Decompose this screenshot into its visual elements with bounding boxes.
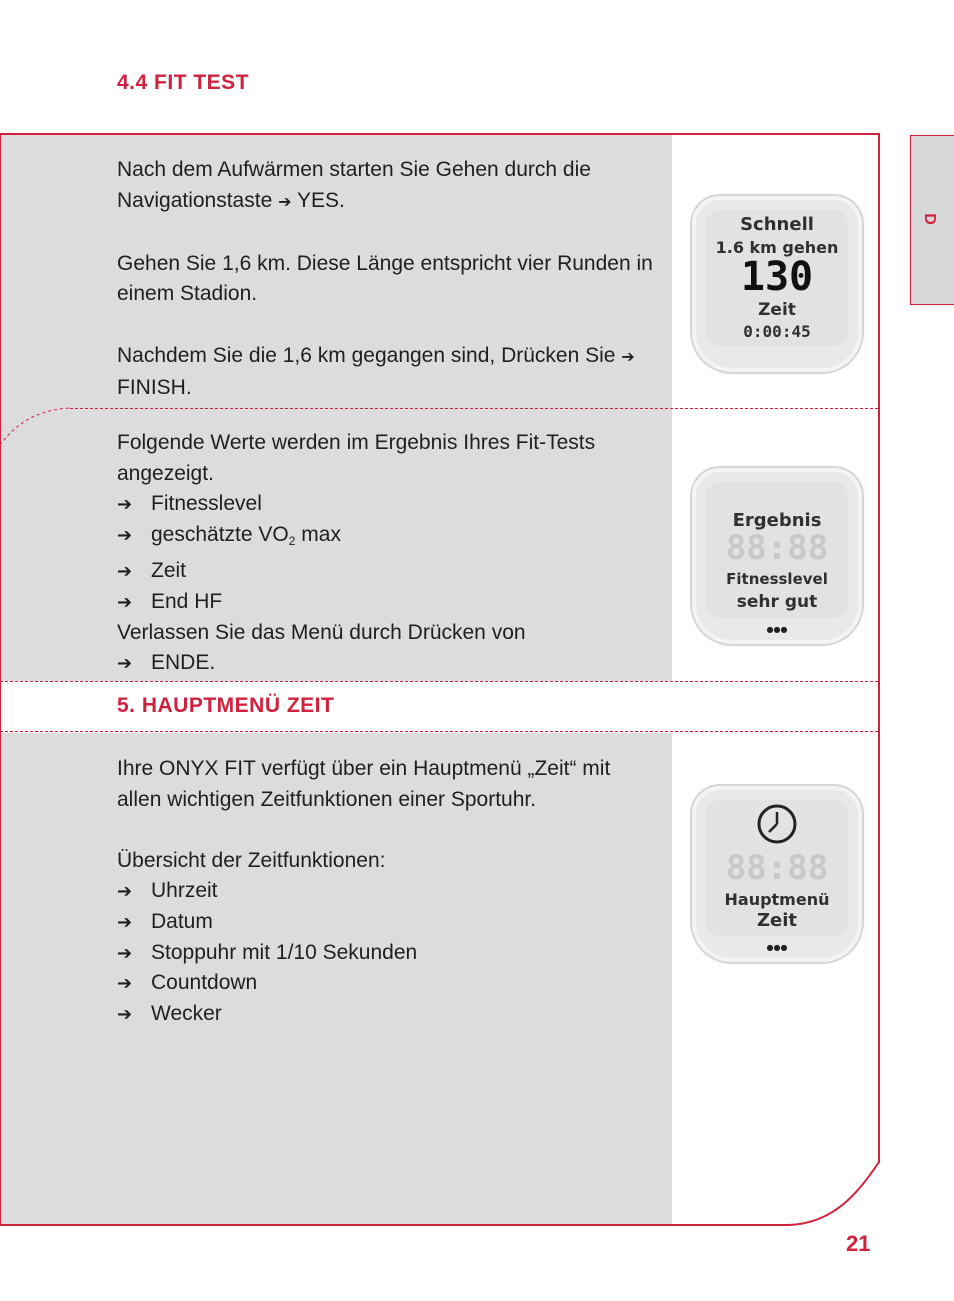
para-finish: Nachdem Sie die 1,6 km gegangen sind, Drücken Sie ➔ FINISH. bbox=[117, 343, 635, 400]
section-title-fit-test: 4.4 FIT TEST bbox=[117, 71, 250, 94]
list-item: ➔ End HF bbox=[117, 587, 657, 618]
frame-top bbox=[0, 133, 880, 135]
brand-logo: ●●● bbox=[766, 625, 788, 634]
arrow-icon: ➔ bbox=[117, 591, 133, 612]
frame-bottom bbox=[0, 1224, 790, 1226]
arrow-icon: ➔ bbox=[117, 911, 133, 932]
exit-text: Verlassen Sie das Menü durch Drücken von bbox=[117, 620, 526, 644]
list-item: ➔ geschätzte $VO_2$ max bbox=[117, 520, 657, 557]
arrow-icon: ➔ bbox=[117, 524, 133, 545]
arrow-icon: ➔ bbox=[117, 561, 133, 582]
fit-test-instructions bbox=[117, 155, 657, 404]
arrow-icon: ➔ bbox=[117, 973, 133, 994]
para-start: Nach dem Aufwärmen starten Sie Gehen durch die Navigationstaste ➔ YES. bbox=[117, 158, 591, 212]
arrow-icon: ➔ bbox=[117, 1003, 133, 1024]
arrow-icon: ➔ bbox=[117, 494, 133, 515]
list-item: ➔ Countdown bbox=[117, 968, 657, 999]
separator-2 bbox=[0, 681, 878, 682]
list-item: ➔ Datum bbox=[117, 907, 657, 938]
overview-label: Übersicht der Zeitfunktionen: bbox=[117, 848, 386, 872]
frame-left bbox=[0, 133, 1, 1226]
section-title-main-menu: 5. HAUPTMENÜ ZEIT bbox=[117, 694, 335, 717]
clock-icon bbox=[755, 802, 799, 846]
separator-1 bbox=[70, 408, 878, 409]
arrow-icon: ➔ bbox=[117, 942, 133, 963]
arrow-icon: ➔ bbox=[278, 193, 292, 211]
separator-3 bbox=[0, 731, 878, 732]
list-item: ➔ Stoppuhr mit 1/10 Sekunden bbox=[117, 938, 657, 969]
arrow-icon: ➔ bbox=[117, 881, 133, 902]
results-intro: Folgende Werte werden im Ergebnis Ihres Fit-Tests angezeigt. bbox=[117, 431, 596, 485]
language-tab bbox=[910, 135, 954, 305]
list-item: ➔ ENDE. bbox=[117, 648, 657, 679]
watch-display-result: Ergebnis 88:88 Fitnesslevel sehr gut ●●● bbox=[692, 468, 862, 644]
list-item: ➔ Wecker bbox=[117, 999, 657, 1030]
fit-test-results bbox=[117, 428, 657, 679]
arrow-icon: ➔ bbox=[117, 653, 133, 674]
arrow-icon: ➔ bbox=[621, 348, 635, 366]
list-item: ➔ Fitnesslevel bbox=[117, 489, 657, 520]
frame-right bbox=[878, 133, 880, 1163]
list-item: ➔ Zeit bbox=[117, 556, 657, 587]
watch-display-main-menu: 88:88 Hauptmenü Zeit ●●● bbox=[692, 786, 862, 962]
watch-display-walking: Schnell 1.6 km gehen 130 Zeit 0:00:45 bbox=[692, 196, 862, 372]
main-menu-description bbox=[117, 754, 657, 1029]
main-menu-intro: Ihre ONYX FIT verfügt über ein Hauptmenü „Zeit“ mit allen wichtigen Zeitfunktionen einer Sportuhr. bbox=[117, 757, 611, 811]
brand-logo: ●●● bbox=[766, 943, 788, 952]
para-distance: Gehen Sie 1,6 km. Diese Länge entspricht vier Runden in einem Stadion. bbox=[117, 251, 653, 306]
list-item: ➔ Uhrzeit bbox=[117, 876, 657, 907]
page-number: 21 bbox=[846, 1231, 871, 1256]
language-tab-label: D bbox=[920, 213, 938, 225]
